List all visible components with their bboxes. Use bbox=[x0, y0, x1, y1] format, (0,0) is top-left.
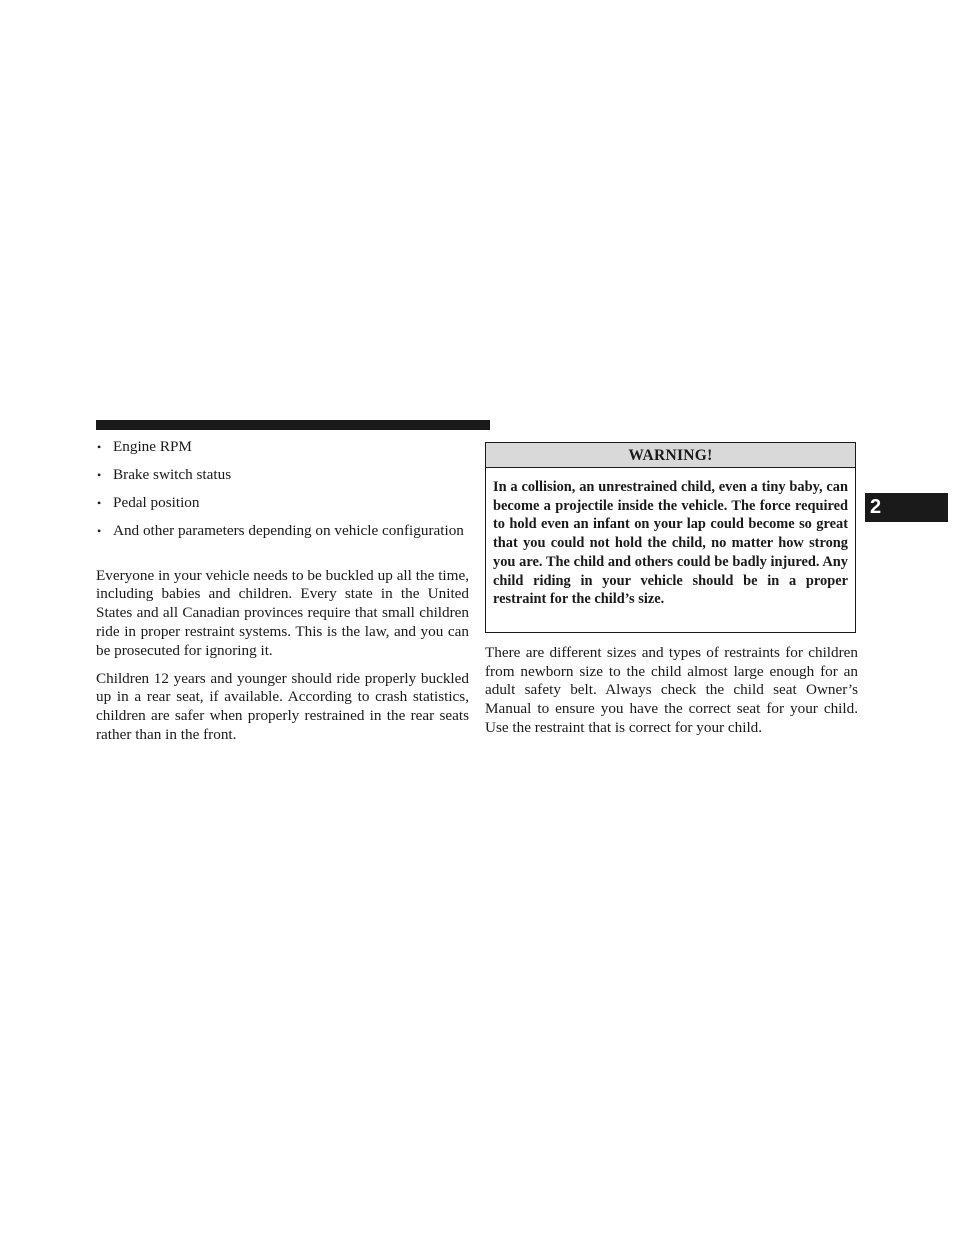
body-paragraph: There are different sizes and types of restraints for children from newborn size to the child almost large enough for an adult safety belt. Always check the child seat Owner’s Manual to ensure you have the correct seat for your child. Use the restraint that is correct for your child. bbox=[485, 644, 858, 736]
warning-text: In a collision, an unrestrained child, even a tiny baby, can become a projectile inside the vehicle. The force required to hold even an infant on your lap could become so great that you could not hold the child, no matter how strong you are. The child and others could be badly injured. Any child riding in your vehicle should be in a proper restraint for the child’s size. bbox=[493, 479, 848, 608]
list-item-text: Pedal position bbox=[113, 494, 200, 511]
list-item bbox=[96, 438, 469, 457]
left-column bbox=[96, 438, 469, 754]
chapter-tab bbox=[865, 493, 948, 522]
bullet-icon: • bbox=[97, 468, 102, 482]
bullet-icon: • bbox=[97, 524, 102, 538]
list-item-text: Engine RPM bbox=[113, 438, 192, 455]
list-item-text: Brake switch status bbox=[113, 466, 232, 483]
parameter-list bbox=[96, 438, 469, 541]
list-item-text: And other parameters depending on vehicle configuration bbox=[113, 522, 464, 539]
bullet-icon: • bbox=[97, 496, 102, 510]
right-column bbox=[485, 644, 858, 747]
chapter-number: 2 bbox=[870, 496, 882, 518]
list-item bbox=[96, 522, 469, 541]
warning-title: WARNING! bbox=[486, 443, 855, 468]
body-paragraph: Children 12 years and younger should ride properly buckled up in a rear seat, if available. According to crash statistics, children are safer when properly restrained in the rear seats rather than in the front. bbox=[96, 669, 469, 743]
list-item bbox=[96, 494, 469, 513]
bullet-icon: • bbox=[97, 440, 102, 454]
section-top-rule bbox=[96, 420, 490, 430]
body-paragraph: Everyone in your vehicle needs to be buckled up all the time, including babies and children. Every state in the United States and all Canadian provinces require that small children ride in proper restraint systems. This is the law, and you can be prosecuted for ignoring it. bbox=[96, 566, 469, 659]
warning-box bbox=[485, 442, 856, 633]
list-item bbox=[96, 466, 469, 485]
